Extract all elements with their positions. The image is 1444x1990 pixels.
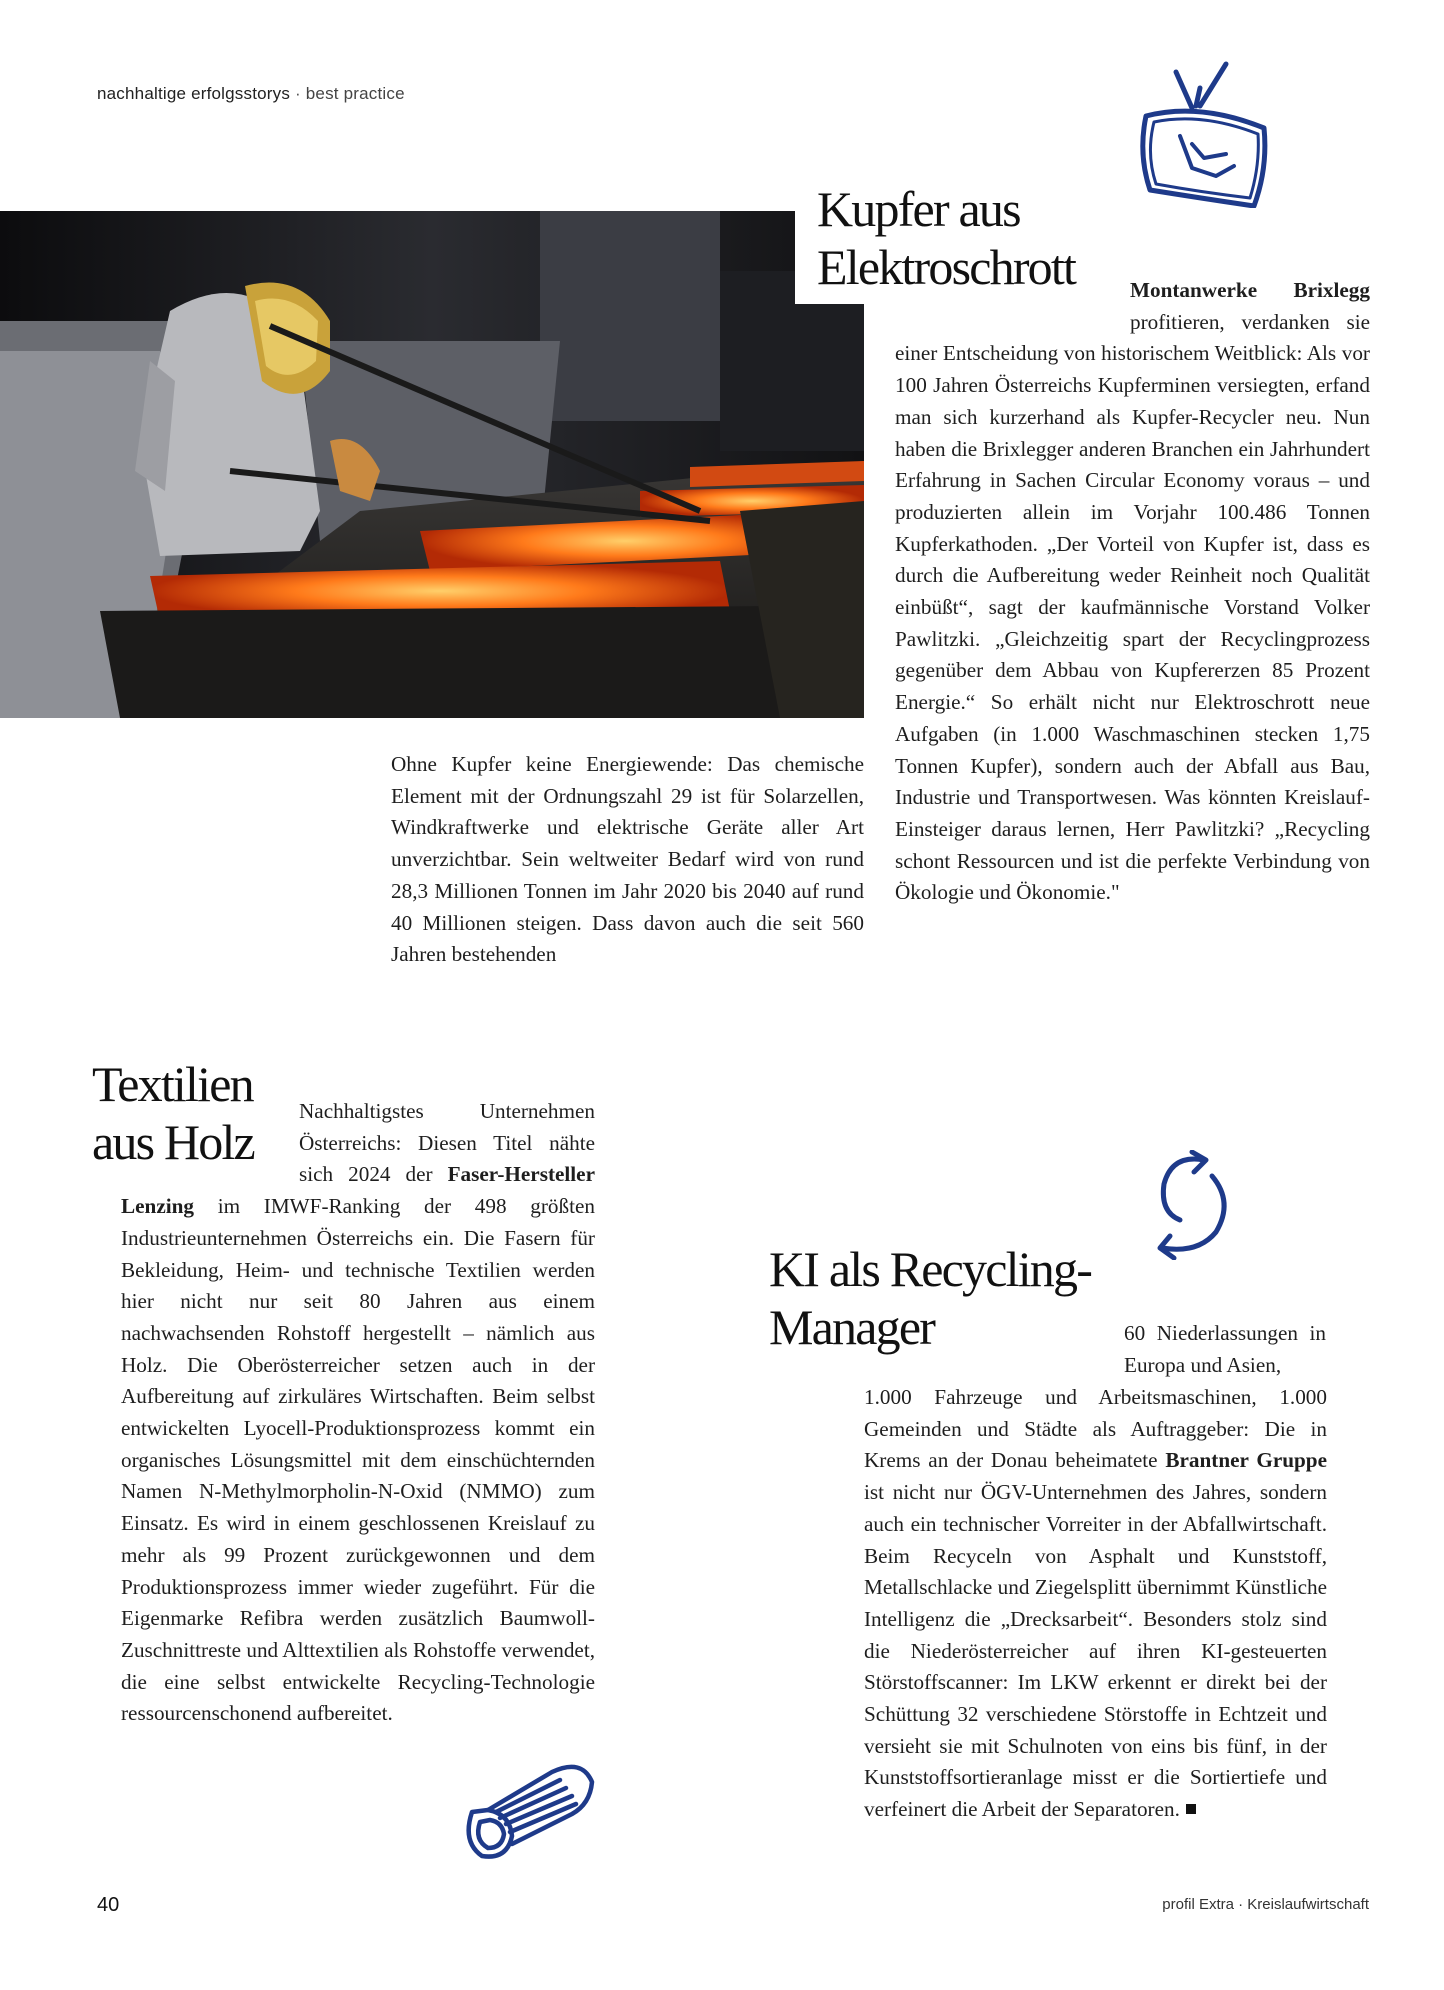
- article3-column: [864, 1382, 1327, 1826]
- article2-company: Faser-Hersteller Lenzing: [121, 1162, 595, 1219]
- fabric-roll-doodle-icon: [452, 1752, 602, 1862]
- article1-right-text: profitieren, verdanken sie einer Entscheidung von historischem Weitblick: Als vor 100 Jahren Österreichs Kupferminen versiegten, erfand man sich kurzerhand als Kupfer-Recycler neu. Nun haben die Brixlegger anderen Branchen ein Jahrhundert Erfahrung in Sachen Circular Economy voraus – und produzierten allein im Vorjahr 100.486 Tonnen Kupferkathoden. „Der Vorteil von Kupfer ist, dass es durch die Aufbereitung weder Reinheit noch Qualität einbüßt“, sagt der kaufmännische Vorstand Volker Pawlitzki. „Gleichzeitig spart der Recyclingprozess gegenüber dem Abbau von Kupfererzen 85 Prozent Energie.“ So erhält nicht nur Elektroschrott neue Aufgaben (in 1.000 Waschmaschinen stecken 1,75 Tonnen Kupfer), sondern auch der Abfall aus Bau, Industrie und Transportwesen. Was könnten Kreislauf-Einsteiger daraus lernen, Herr Pawlitzki? „Recycling schont Ressourcen und ist die perfekte Verbindung von Ökologie und Ökonomie.": [895, 309, 1370, 905]
- magazine-footer: profil Extra · Kreislaufwirtschaft: [1162, 1896, 1369, 1913]
- article1-title-line2: Elektroschrott: [817, 239, 1076, 295]
- title-wrap-spacer: [895, 275, 1130, 307]
- furnace-photo: [0, 211, 864, 718]
- article3-company: Brantner Gruppe: [1165, 1448, 1327, 1473]
- article1-company: Montanwerke Brixlegg: [1130, 278, 1370, 302]
- article1-left-text: Ohne Kupfer keine Energiewende: Das chemische Element mit der Ordnungszahl 29 ist für Solarzellen, Windkraftwerke und elektrische Geräte aller Art unverzichtbar. Sein weltweiter Bedarf wird von rund 28,3 Millionen Tonnen im Jahr 2020 bis 2040 auf rund 40 Millionen steigen. Dass davon auch die seit 560 Jahren bestehenden: [391, 752, 864, 967]
- article3-text-after: ist nicht nur ÖGV-Unternehmen des Jahres, sondern auch ein technischer Vorreiter in der Abfallwirtschaft. Beim Recyceln von Asphalt und Kunststoff, Metallschlacke und Ziegelsplitt übernimmt Künstliche Intelligenz die „Drecksarbeit“. Besonders stolz sind die Niederösterreicher auf ihren KI-gesteuerten Störstoffscanner: Im LKW erkennt er direkt bei der Schüttung 32 verschiedene Störstoffe in Echtzeit und versieht sie mit Schulnoten von eins bis fünf, in der Kunststoffsortieranlage misst er die Sortiertiefe und verfeinert die Arbeit der Separatoren.: [864, 1480, 1327, 1822]
- article3-text-before: 1.000 Fahrzeuge und Arbeitsmaschinen, 1.000 Gemeinden und Städte als Auftraggeber: Die in Krems an der Donau beheimatete: [864, 1385, 1327, 1473]
- section-label: nachhaltige erfolgsstorys: [97, 84, 291, 103]
- end-mark: [1186, 1804, 1196, 1814]
- article3-intro: 60 Niederlassungen in Europa und Asien,: [1124, 1321, 1326, 1377]
- subsection-label: best practice: [305, 84, 405, 103]
- article2-intro: Nachhaltigstes Unternehmen Österreichs: Diesen Titel nähte sich 2024 der: [299, 1099, 595, 1187]
- article1-left-column: [391, 749, 864, 971]
- article2-title-line2: aus Holz: [92, 1114, 254, 1170]
- article2-column: [121, 1096, 595, 1730]
- article3-title: [769, 1240, 1091, 1356]
- article3-intro-box: [1124, 1318, 1326, 1381]
- article2-text: im IMWF-Ranking der 498 größten Industrieunternehmen Österreichs ein. Die Fasern für Bekleidung, Heim- und technische Textilien werden hier nicht nur seit 80 Jahren aus einem nachwachsenden Rohstoff hergestellt – nämlich aus Holz. Die Oberösterreicher setzen auch in der Aufbereitung auf zirkuläres Wirtschaften. Beim selbst entwickelten Lyocell-Produktionsprozess kommt ein organisches Lösungsmittel mit dem einschüchternden Namen N-Methylmorpholin-N-Oxid (NMMO) zum Einsatz. Es wird in einem geschlossenen Kreislauf zu mehr als 99 Prozent zurückgewonnen und dem Produktionsprozess immer wieder zugeführt. Für die Eigenmarke Refibra werden zusätzlich Baumwoll-Zuschnittreste und Alttextilien als Rohstoffe verwendet, die eine selbst entwickelte Recycling-Technologie ressourcenschonend aufbereitet.: [121, 1194, 595, 1726]
- article1-title-line1: Kupfer aus: [817, 181, 1020, 237]
- furnace-worker-photo-icon: [0, 211, 864, 718]
- tv-doodle-icon: [1130, 58, 1280, 208]
- article1-right-column: [895, 275, 1370, 909]
- recycle-arrows-doodle-icon: [1150, 1150, 1238, 1260]
- running-head: [97, 84, 405, 104]
- article2-title-line1: Textilien: [92, 1056, 253, 1112]
- article3-title-line2: Manager: [769, 1299, 935, 1355]
- article3-title-line1: KI als Recycling-: [769, 1241, 1092, 1297]
- title-wrap-spacer: [121, 1096, 299, 1191]
- header-separator: ·: [290, 84, 306, 103]
- page-number: 40: [97, 1894, 120, 1916]
